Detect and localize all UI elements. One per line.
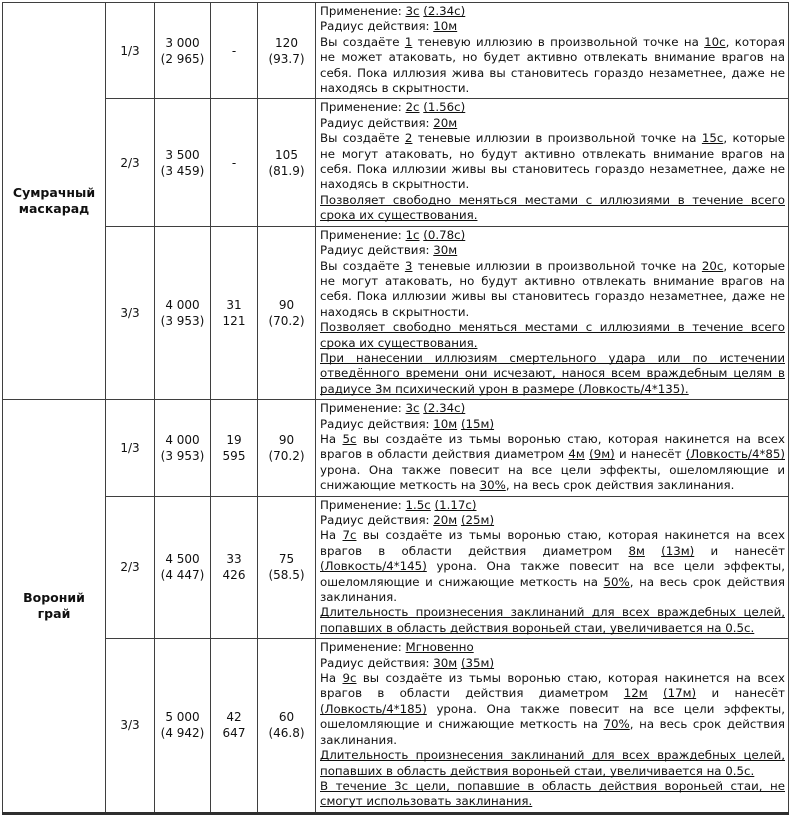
- underlined-value: (1.56с): [423, 100, 466, 115]
- rank-cell-line: 3/3: [120, 718, 140, 733]
- cost-cell: [155, 639, 211, 813]
- stat-cell-line: -: [231, 155, 237, 170]
- text-segment: урона. Она также повесит на все цели эффекты, ошеломляющие и снижающие меткость на: [320, 559, 785, 589]
- text-segment: теневые иллюзии в произвольной точке на: [412, 258, 702, 273]
- underlined-value: (13м): [661, 543, 695, 558]
- power-cell: [258, 226, 316, 399]
- description-cell: [316, 639, 789, 813]
- underlined-value: 10с: [704, 34, 726, 49]
- cost-cell: [155, 400, 211, 496]
- cost-cell-line: 3 000: [165, 35, 200, 50]
- underlined-value: В течение 3с цели, попавшие в область действия вороньей стаи, не смогут использовать заклинания.: [320, 778, 785, 809]
- underlined-value: (9м): [589, 447, 615, 462]
- power-cell-line: 120: [275, 35, 298, 50]
- underlined-value: 1: [404, 34, 413, 49]
- description-paragraph: [320, 131, 785, 193]
- underlined-value: 7с: [342, 528, 357, 543]
- rank-cell: [106, 99, 155, 226]
- power-cell-line: (93.7): [268, 51, 305, 66]
- description-paragraph: [320, 351, 785, 397]
- text-segment: Радиус действия:: [320, 243, 434, 258]
- underlined-value: (35м): [460, 655, 495, 670]
- underlined-value: (Ловкость/4*185): [320, 701, 427, 716]
- text-segment: Применение:: [320, 100, 406, 115]
- underlined-value: (2.34с): [423, 401, 466, 416]
- text-segment: и нанесёт: [696, 686, 785, 701]
- text-segment: урона. Она также повесит на все цели эффекты, ошеломляющие и снижающие меткость на: [320, 462, 785, 493]
- stat-cell: [211, 226, 258, 399]
- underlined-value: 20м: [433, 115, 458, 130]
- stat-cell-line: 31: [226, 297, 242, 312]
- skill-name: Сумрачный маскарад: [12, 185, 96, 217]
- table-row: [3, 99, 789, 226]
- text-segment: На: [320, 528, 343, 543]
- underlined-value: Мгновенно: [405, 640, 474, 655]
- text-segment: Вы создаёте: [320, 258, 405, 273]
- underlined-value: Позволяет свободно меняться местами с иллюзиями в течение всего срока их существования.: [320, 320, 785, 350]
- cost-cell-line: (3 953): [160, 313, 205, 328]
- underlined-value: (Ловкость/4*145): [320, 559, 427, 574]
- text-segment: урона. Она также повесит на все цели эффекты, ошеломляющие и снижающие меткость на: [320, 701, 785, 732]
- text-segment: Применение:: [320, 497, 406, 512]
- description-paragraph: [320, 19, 785, 34]
- underlined-value: 2с: [405, 100, 420, 115]
- underlined-value: 2: [404, 131, 413, 146]
- underlined-value: 30м: [433, 243, 458, 258]
- text-segment: и нанесёт: [614, 447, 686, 462]
- description-paragraph: [320, 243, 785, 258]
- stat-cell-line: 42: [226, 710, 242, 725]
- underlined-value: 30м: [433, 655, 458, 670]
- table-row: [3, 496, 789, 639]
- underlined-value: 8м: [628, 543, 645, 558]
- description-paragraph: [320, 656, 785, 671]
- stat-cell-line: 595: [222, 448, 246, 463]
- cost-cell-line: 4 500: [165, 552, 200, 567]
- stat-cell-line: 647: [222, 726, 246, 741]
- text-segment: вы создаёте из тьмы воронью стаю, которая накинется на всех врагов в области действия диаметром: [320, 431, 785, 462]
- rank-cell-line: 1/3: [120, 440, 140, 455]
- description-paragraph: [320, 417, 785, 432]
- underlined-value: 10м: [433, 416, 458, 431]
- text-segment: [648, 686, 663, 700]
- description-cell: [316, 3, 789, 99]
- stat-cell: [211, 99, 258, 226]
- underlined-value: 12м: [623, 686, 648, 701]
- underlined-value: 1с: [405, 227, 420, 242]
- stat-cell-line: 426: [222, 568, 246, 583]
- cost-cell-line: 3 500: [165, 147, 200, 162]
- power-cell-line: (70.2): [268, 313, 305, 328]
- stat-cell: [211, 496, 258, 639]
- cost-cell: [155, 3, 211, 99]
- underlined-value: 9с: [342, 671, 357, 686]
- text-segment: [645, 544, 661, 558]
- underlined-value: Позволяет свободно меняться местами с иллюзиями в течение всего срока их существования.: [320, 192, 785, 223]
- description-paragraph: [320, 259, 785, 321]
- description-paragraph: [320, 100, 785, 115]
- text-segment: Применение:: [320, 640, 406, 655]
- skills-table-body: [3, 3, 789, 814]
- description-paragraph: [320, 605, 785, 636]
- skill-name-cell: [3, 400, 106, 814]
- stat-cell-line: 19: [226, 432, 242, 447]
- underlined-value: (2.34с): [423, 4, 466, 18]
- text-segment: Применение:: [320, 227, 406, 242]
- power-cell-line: 90: [278, 297, 295, 312]
- skills-table: [2, 2, 789, 815]
- text-segment: , на весь срок действия заклинания.: [505, 478, 735, 493]
- underlined-value: 1.5с: [405, 497, 431, 512]
- stat-cell: [211, 639, 258, 813]
- description-paragraph: [320, 4, 785, 19]
- text-segment: Радиус действия:: [320, 19, 434, 34]
- text-segment: На: [320, 671, 343, 686]
- underlined-value: (0.78с): [423, 227, 466, 242]
- rank-cell-line: 1/3: [120, 43, 140, 58]
- stat-cell: [211, 3, 258, 99]
- cost-cell: [155, 226, 211, 399]
- text-segment: Радиус действия:: [320, 513, 434, 527]
- underlined-value: Длительность произнесения заклинаний для всех враждебных целей, попавших в область действия вороньей стаи, увеличивается на 0.5с.: [320, 748, 785, 778]
- power-cell: [258, 400, 316, 496]
- description-paragraph: [320, 779, 785, 810]
- description-paragraph: [320, 432, 785, 494]
- description-paragraph: [320, 513, 785, 528]
- text-segment: вы создаёте из тьмы воронью стаю, которая накинется на всех врагов в области действия диаметром: [320, 528, 785, 558]
- cost-cell-line: (4 447): [160, 568, 205, 583]
- rank-cell-line: 2/3: [120, 155, 140, 170]
- rank-cell: [106, 400, 155, 496]
- text-segment: , которые не могут атаковать, но будут активно отвлекать внимание врагов на себя. Пока иллюзии живы вы становитесь гораздо незаметнее, даже не находясь в скрытности.: [320, 131, 785, 192]
- table-row: [3, 226, 789, 399]
- stat-cell-line: 121: [222, 313, 246, 328]
- rank-cell: [106, 639, 155, 813]
- underlined-value: 4м: [568, 447, 585, 462]
- rank-cell: [106, 496, 155, 639]
- rank-cell-line: 2/3: [120, 560, 140, 575]
- power-cell-line: (81.9): [268, 163, 305, 178]
- text-segment: и нанесёт: [694, 543, 786, 558]
- text-segment: , на весь срок действия заклинания.: [320, 574, 785, 605]
- underlined-value: 15с: [701, 131, 724, 146]
- text-segment: вы создаёте из тьмы воронью стаю, которая накинется на всех врагов в области действия диаметром: [320, 671, 785, 701]
- underlined-value: 10м: [433, 19, 458, 34]
- description-paragraph: [320, 748, 785, 779]
- power-cell-line: (58.5): [268, 568, 305, 583]
- text-segment: Применение:: [320, 401, 406, 416]
- rank-cell-line: 3/3: [120, 305, 140, 320]
- power-cell: [258, 3, 316, 99]
- stat-cell-line: 33: [226, 552, 242, 567]
- cost-cell-line: (4 942): [160, 726, 205, 741]
- power-cell-line: 60: [278, 710, 295, 725]
- cost-cell-line: 4 000: [165, 297, 200, 312]
- cost-cell: [155, 99, 211, 226]
- underlined-value: (1.17с): [434, 497, 477, 512]
- power-cell: [258, 639, 316, 813]
- cost-cell-line: 4 000: [165, 432, 200, 447]
- underlined-value: (17м): [663, 686, 697, 701]
- text-segment: Радиус действия:: [320, 115, 434, 130]
- description-paragraph: [320, 116, 785, 131]
- text-segment: , на весь срок действия заклинания.: [320, 717, 785, 747]
- underlined-value: 30%: [479, 478, 506, 493]
- table-row: [3, 639, 789, 813]
- text-segment: Применение:: [320, 4, 406, 18]
- table-row: [3, 3, 789, 99]
- text-segment: Вы создаёте: [320, 131, 405, 146]
- text-segment: , которая не может атаковать, но будет активно отвлекать внимание врагов на себя. Пока иллюзия жива вы становитесь гораздо незаметнее, даже не находясь в скрытности.: [320, 34, 785, 96]
- power-cell: [258, 496, 316, 639]
- underlined-value: 5с: [342, 431, 357, 446]
- description-paragraph: [320, 671, 785, 748]
- description-paragraph: [320, 320, 785, 351]
- power-cell-line: 75: [278, 552, 295, 567]
- underlined-value: 20м: [433, 513, 458, 527]
- stat-cell: [211, 400, 258, 496]
- cost-cell-line: (3 953): [160, 448, 205, 463]
- description-paragraph: [320, 193, 785, 224]
- stat-cell-line: -: [231, 43, 237, 58]
- text-segment: , которые не могут атаковать, но будут активно отвлекать внимание врагов на себя. Пока иллюзии живы вы становитесь гораздо незаметнее, даже не находясь в скрытности.: [320, 258, 785, 319]
- underlined-value: (25м): [460, 513, 495, 527]
- description-paragraph: [320, 228, 785, 243]
- power-cell-line: (70.2): [268, 448, 305, 463]
- underlined-value: При нанесении иллюзиям смертельного удара или по истечении отведённого времени они исчезают, нанося всем враждебным целям в радиусе 3м психический урон в размере (Ловкость/4*135).: [320, 350, 785, 396]
- underlined-value: 3: [404, 258, 413, 273]
- description-cell: [316, 99, 789, 226]
- description-paragraph: [320, 528, 785, 605]
- underlined-value: Длительность произнесения заклинаний для всех враждебных целей, попавших в область действия вороньей стаи, увеличивается на 0.5с.: [320, 605, 785, 635]
- skill-name-cell: [3, 3, 106, 400]
- skill-name: Вороний грай: [23, 589, 85, 621]
- cost-cell-line: (2 965): [160, 51, 205, 66]
- underlined-value: 3с: [405, 401, 420, 416]
- table-row: [3, 400, 789, 496]
- underlined-value: 3с: [405, 4, 420, 18]
- description-paragraph: [320, 35, 785, 97]
- underlined-value: (15м): [460, 416, 495, 431]
- description-cell: [316, 496, 789, 639]
- cost-cell: [155, 496, 211, 639]
- power-cell-line: 105: [275, 147, 298, 162]
- underlined-value: 50%: [603, 574, 630, 589]
- text-segment: Вы создаёте: [320, 34, 405, 49]
- rank-cell: [106, 3, 155, 99]
- power-cell-line: (46.8): [268, 726, 305, 741]
- underlined-value: 20с: [701, 258, 724, 273]
- text-segment: На: [320, 431, 343, 446]
- cost-cell-line: 5 000: [165, 710, 200, 725]
- description-cell: [316, 226, 789, 399]
- description-paragraph: [320, 498, 785, 513]
- description-cell: [316, 400, 789, 496]
- description-paragraph: [320, 401, 785, 416]
- power-cell-line: 90: [278, 432, 295, 447]
- underlined-value: 70%: [603, 717, 630, 732]
- underlined-value: (Ловкость/4*85): [685, 447, 785, 462]
- text-segment: теневую иллюзию в произвольной точке на: [412, 34, 705, 49]
- text-segment: теневые иллюзии в произвольной точке на: [412, 131, 702, 146]
- description-paragraph: [320, 640, 785, 655]
- power-cell: [258, 99, 316, 226]
- rank-cell: [106, 226, 155, 399]
- cost-cell-line: (3 459): [160, 163, 205, 178]
- text-segment: Радиус действия:: [320, 655, 434, 670]
- text-segment: Радиус действия:: [320, 416, 434, 431]
